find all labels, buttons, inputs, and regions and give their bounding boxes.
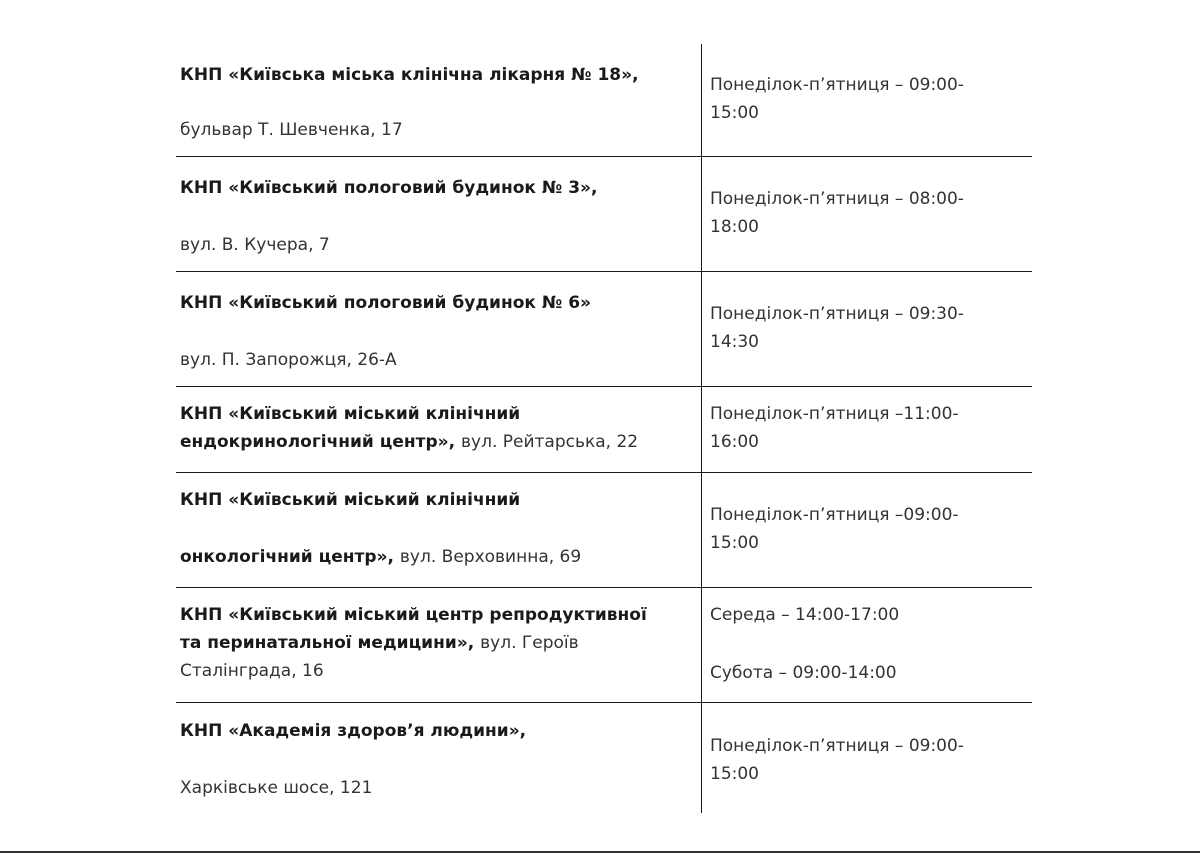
- clinic-cell: [176, 157, 702, 271]
- clinic-address: бульвар Т. Шевченка, 17: [180, 120, 403, 140]
- clinic-name: та перинатальної медицини»,: [180, 633, 475, 653]
- table-row: [176, 272, 1032, 387]
- table-row: [176, 157, 1032, 272]
- schedule-cell: [702, 387, 1032, 472]
- schedule-line: Понеділок-п’ятниця –09:00-: [710, 505, 959, 525]
- clinic-cell: [176, 703, 702, 813]
- clinic-name: КНП «Київський міський клінічний: [180, 404, 521, 424]
- schedule-line: 15:00: [710, 533, 759, 553]
- clinic-name: КНП «Київський міський центр репродуктивної: [180, 605, 647, 625]
- schedule-line: 15:00: [710, 103, 759, 123]
- schedule-line: Понеділок-п’ятниця –11:00-: [710, 404, 959, 424]
- table-row: [176, 44, 1032, 157]
- clinic-address: вул. В. Кучера, 7: [180, 235, 330, 255]
- schedule-line: 14:30: [710, 332, 759, 352]
- schedule-line: 15:00: [710, 764, 759, 784]
- table-row: [176, 387, 1032, 473]
- clinic-name-continued: [180, 543, 695, 571]
- clinic-cell: [176, 387, 702, 472]
- page-bottom-divider: [0, 851, 1200, 853]
- schedule-line: Середа – 14:00-17:00: [710, 605, 900, 625]
- clinic-address: Харківське шосе, 121: [180, 778, 373, 798]
- clinic-cell: [176, 473, 702, 587]
- clinic-address: вул. Рейтарська, 22: [461, 432, 639, 452]
- clinic-name: КНП «Київська міська клінічна лікарня № 18»,: [180, 65, 639, 85]
- table-row: [176, 473, 1032, 588]
- schedule-cell: [702, 588, 1032, 702]
- schedule-line: Понеділок-п’ятниця – 08:00-: [710, 189, 964, 209]
- schedule-line: 16:00: [710, 432, 759, 452]
- schedule-line: Понеділок-п’ятниця – 09:30-: [710, 304, 964, 324]
- schedule-line: Субота – 09:00-14:00: [710, 663, 897, 683]
- clinic-cell: [176, 44, 702, 156]
- clinic-name: КНП «Академія здоров’я людини»,: [180, 721, 527, 741]
- table-row: [176, 588, 1032, 703]
- clinic-name-continued: [180, 629, 695, 657]
- clinic-cell: [176, 588, 702, 702]
- clinic-name: КНП «Київський міський клінічний: [180, 490, 521, 510]
- clinic-name: КНП «Київський пологовий будинок № 6»: [180, 293, 592, 313]
- clinic-name: ендокринологічний центр»,: [180, 432, 456, 452]
- schedule-line: Понеділок-п’ятниця – 09:00-: [710, 736, 964, 756]
- table-row: [176, 703, 1032, 813]
- clinic-address: вул. Героїв: [480, 633, 579, 653]
- schedule-line: Понеділок-п’ятниця – 09:00-: [710, 75, 964, 95]
- clinic-address: Сталінграда, 16: [180, 661, 324, 681]
- schedule-line: 18:00: [710, 217, 759, 237]
- clinic-name: онкологічний центр»,: [180, 547, 394, 567]
- schedule-cell: [702, 703, 1032, 813]
- clinic-cell: [176, 272, 702, 386]
- clinic-name: КНП «Київський пологовий будинок № 3»,: [180, 178, 598, 198]
- clinics-table: [176, 44, 1032, 813]
- schedule-cell: [702, 157, 1032, 271]
- schedule-cell: [702, 272, 1032, 386]
- clinic-name-continued: [180, 428, 695, 456]
- clinic-address: вул. Верховинна, 69: [399, 547, 582, 567]
- schedule-cell: [702, 473, 1032, 587]
- schedule-cell: [702, 44, 1032, 156]
- clinic-address: вул. П. Запорожця, 26-А: [180, 350, 397, 370]
